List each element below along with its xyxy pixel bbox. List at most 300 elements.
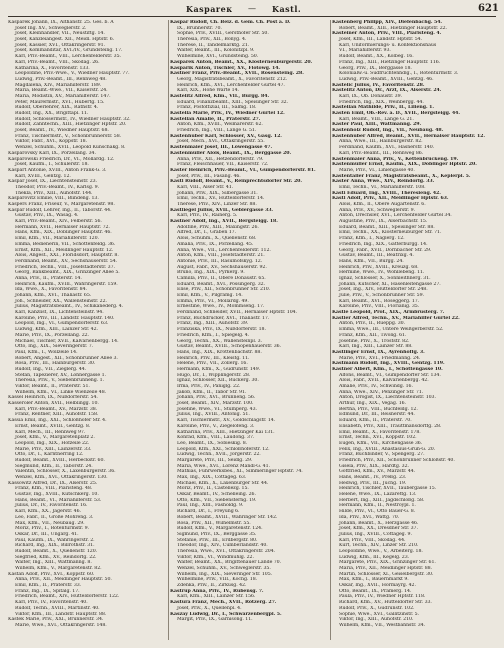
directory-entry: Edmund, Dr., III., Reisnerstr. 44. [339,412,415,418]
directory-entry: Kasten Emil, Ob.-Rev. a. D., XVII., Bergsteigg. 44. [332,111,460,116]
directory-entry: Katharina, Priv., XIII., Hietzinger Kai 131. [177,429,275,435]
directory-entry: Camilla, Priv., II., Obere Donaustr. 65. [177,275,266,281]
directory-entry: Hermann, Kfm., II., Nestroypl. 1. [339,503,416,509]
directory-entry: Karl, Priv.-Beamt., VIII., Skodag. 26. [15,59,100,65]
directory-entry: Siegfried, Kfm., XV., Reindorfg. 22. [15,554,97,560]
directory-entry: Alois, Schuhm., X., Quellenstr. 68. [177,236,257,242]
directory-entry: Josef, Kommanditär, XVI./IV., Grundsteing. 17. [15,48,123,54]
directory-entry: Josef, Kfm., XX., Dresdner Str. 37. [339,526,418,532]
directory-entry: Paul, Kfm., I., Wollzeile 14. [15,349,78,355]
directory-column-1 [8,20,168,642]
directory-entry: Anna, Wwe., VII., Lerchenfelderstr. 112. [177,247,271,253]
directory-entry: Amalia, Priv., IX., Porzellang. 45. [177,241,254,247]
directory-entry: Kastella Marie, Priv., IV., Wiedner Gürtel 12. [170,111,285,116]
directory-entry: Kastenhuber Karl, Schlosser, XV., Gasg. 12. [170,133,282,139]
directory-entry: Kastner Franz, Priv.-Beamt., XVII., Rosensteing. 28. [170,71,304,77]
directory-entry: Kastellan Amalie, II., Praterstr. 27. [170,116,261,122]
directory-entry: Friedrich, Ing., XIX., Gatterburgg. 14. [339,241,428,247]
directory-entry: Martin, Schlosser, XI., Geiselbergstr. 30. [339,571,434,577]
directory-entry: Hermann, Kfm., X., Gudrunstr. 149. [177,366,261,372]
directory-entry: Kastenhuber Alfred, Beamt., XVII., Hernalser Hauptstr. 12. [332,133,485,139]
directory-entry: Marie, Priv., XIII., Lainzerstr. 33. [15,446,92,452]
directory-entry: Rudolf, Oberlehrer, XIX., Rathstr. 4. [15,105,99,111]
page-header [0,4,504,16]
directory-entry: Hedwig, Priv., III., Juchg. 19. [339,480,407,486]
directory-entry: Karl, Beamt., XVI., Roseggerg. 17. [339,298,420,304]
directory-entry: Otto, Kfm., VII., Siebensterng. 19. [177,497,257,503]
directory-entry: Hilde, Priv., VI., Otto Bauer-G. 8. [339,509,416,515]
directory-entry: Kastenmüller Alois, Beamt., IX., Berggasse 20. [170,150,292,156]
directory-entry: IX., Brünnerstr. 70. [177,25,222,31]
directory-entry: Kaszay Ludwig, Dr., I., Schwarzenbergpl. 5. [170,611,282,617]
header-dash: — [248,4,256,13]
directory-entry: Gisela, Priv., XIX., Hardtg. 32. [339,463,409,469]
directory-entry: Johann, Priv., XIX., Silbergasse 31. [177,190,258,196]
directory-entry: Kassowitz Alfred, Dr., IX., Alserstr. 25. [8,480,98,486]
directory-entry: Mathias, Fuhrwerksbes., XI., Simmeringer Hptstr. 74. [177,469,303,475]
directory-entry: Kaspar Rudolf, Ch. Beiz. d. Gem. Ch. Post a. D. [170,20,291,25]
directory-entry: Ludwig, Priv.-Beamt., XVIII., Gentzg. 46. [339,76,434,82]
directory-entry: Josef, Mech., XVI., Ottakringerstr. 55. [177,139,265,145]
directory-entry: Kasparek Anton, Beamt., XX., Klosterneuburgerstr. 20. [170,59,313,65]
directory-entry: Sophie, Wwe., XVI., Gallitzinstr. 5. [339,611,420,617]
directory-entry: Rudolf, Schlossermstr., IV., Wiedner Hauptstr. 32. [15,116,131,122]
directory-entry: Kurt, Techn., XIV., Linzer Str. 210. [339,543,419,549]
directory-entry: Ferdinand, Kaufm., XVI., Hasnerstr. 140. [339,145,435,151]
directory-entry: Julius, Ing., XVIII., Cottageg. 9. [339,531,412,537]
directory-entry: Julie, Priv., V., Schönbrunner Str. 59. [339,293,424,298]
directory-entry: Josef Ing. XV., Schweglerstr. 2. [15,25,87,31]
directory-entry: Josefine, Priv., X., Troststr. 82. [339,338,410,344]
directory-entry: Kasti Eduard, Ing., XVIII., Theresieng. 42. [332,190,441,196]
directory-entry: Josef, Kfm., V., Margaretenplatz 2. [15,435,95,441]
directory-entry: Kasparik Anton, Tischler, XV., Flotowg. 14. [170,65,280,71]
directory-entry: Kastl Adolf, Priv., XII., Meidlinger Hptstr. 63. [332,196,449,202]
directory-entry: Emil, Kfm., II., Praterstr. 33. [15,583,82,589]
directory-entry: Max, Ing., XIX., Cottageg. 63. [177,475,247,480]
directory-entry: Heinrich, Kfm., XVI., Lerchenfelder Gürtel 47. [177,82,285,88]
directory-entry: Kasteiner Anton, Priv., VIII., Piaristeng. 4. [332,31,442,37]
directory-entry: Theresia, Priv., XII., Bonyg. 4. [177,37,247,43]
directory-entry: Gustav, Ing., XVIII., Kutschkerg. 10. [15,492,99,498]
directory-entry: Antonie, Priv., III., Rasumofskyg. 12. [177,258,263,264]
directory-entry: Paula, Priv., IV., Wiedner Hptstr. 118. [339,594,426,600]
directory-entry: Karl, Priv., IV., Rainerg. 5. [177,213,238,219]
directory-column-3 [332,20,496,642]
directory-entry: Karl, Kfm., XIII., Lainzer Str. 156. [177,594,256,600]
directory-entry: Otto, Ing., XIX., Sieveringerstr. 7. [15,344,94,350]
directory-entry: Emil, Techn., XV., Hütteldorferstr. 14. [177,196,265,202]
directory-entry: Georg, Bankbeamt., XIX., Grinzinger Allee 5. [15,270,120,276]
directory-entry: Emma, Wwe., III., Untere Weißgerberstr. 52. [339,327,444,333]
directory-entry: Emil, Kfm., V., Pilgramg. 14. [177,293,243,298]
directory-entry: Franz, Postoffizial, III., Salmg. 18. [177,105,257,111]
directory-entry: Anton, Priv., II., Rueppg. 30. [339,321,405,327]
directory-entry: Amalie, Priv., IV., Schwindg. 16. [339,384,413,389]
directory-entry: Julius, Dr., IV., Favoritenstr. 16. [15,503,88,509]
directory-entry: Heinrich, Priv., III., Kleistg. 11. [177,355,250,361]
directory-entry: Franz, Buchbinder, V., Spengerg. 27. [339,452,425,458]
directory-entry: Wilhelm, Kfm., V., Margaretenstr. 82. [15,566,102,571]
directory-entry: Franz, Ing., XIII., Auhofstr. 39. [177,321,249,327]
directory-entry: Margarete, Priv., III., Seidlg. 29. [177,457,253,463]
directory-entry: Kastlinger Ernst, IX., Ayrenhoffg. 3. [332,349,425,355]
directory-entry: Joh., Schneider, XX., Wallensteinstr. 22. [15,298,107,304]
directory-entry: Paul, Kaufm., IX., Währingerstr. 2. [15,537,95,543]
directory-entry: Kaspar Rudolf, Lehrer, Ing., II., Taborstr. 44. [8,207,112,213]
directory-entry: Johann, Beamt., X., Herzgasse 46. [339,520,419,526]
directory-entry: Jakob, Kfm., II., Tabor Str. 91. [177,389,247,395]
directory-entry: Kastelitz Alfred, Kfm., VII., Burgg. 84. [170,93,270,99]
directory-entry: Josef, Priv., X., Quellenpl. 4. [177,605,242,611]
directory-entry: Zdenka, Priv., II., Zirkusg. 42. [177,583,247,589]
directory-entry: Kastenberg Philipp, XIV., Diefenbachg. 54. [332,20,442,25]
directory-entry: Alois, Fabr., XVII., Kalvarienbergg. 42. [339,378,429,384]
directory-entry: Emil, Kfm., VII., Mariahilferstr. 120. [15,236,99,242]
directory-entry: Max, Kfm., I., Bauernmarkt 9. [339,577,409,583]
directory-entry: Anton, Drogist, IX., Liechtensteinstr. 103. [339,395,436,401]
directory-entry: Emma, Bedienerin, VII., Schottenfeldg. 36. [15,241,116,247]
directory-entry: Kolonialw.-u. Südfrüchtenhdlg., I., Rotenturmstr. 3. [339,71,459,77]
directory-entry: Franz, Rentner, XIII., Auhofstr. 158. [15,412,99,418]
directory-entry: Franz, Kfm., VIII., Piaristeng. 48. [15,486,93,492]
directory-entry: Franz, Tischlermstr., V., Schönbrunnerstr. 58. [15,133,122,139]
directory-entry: Karl, Ing., XIII., Lainzer Str. 88. [339,344,413,350]
directory-entry: Oskar, Dr., III., Ungarg. 41. [15,531,79,537]
directory-entry: Wilhelmine, Priv., VIII., Kochg. 18. [177,577,258,583]
directory-entry: Therese, II., Tandelmarktg. 21. [177,42,250,48]
directory-entry: Josefine, Wwe., VI., Stumperg. 43. [177,406,257,412]
directory-entry: Eduard, Kfm., II., Praterstr. 70. [339,418,412,424]
directory-entry: Richard, Dr., I., Freyung 6. [177,509,240,515]
directory-entry: Kastelic Julius, IV., Favoritenstr. 28. [332,82,425,88]
directory-entry: Anna, Wwe., XIV., Penzinger Str. 71. [339,389,424,395]
directory-entry: Friedrich, Ing., VIII., Lange G. 51. [177,128,257,134]
directory-entry: Maria, Wwe., XVI., Lorenz Mandl-G. 41. [177,463,270,469]
directory-entry: Julius, Magistratsbeamt., IV., Schikanederg. 4. [15,304,124,310]
directory-entry: Paul, Ing., XIII., Fasholdg. 9. [177,503,244,509]
directory-entry: Anna, Priv., II., Praterstr. 14. [15,275,82,281]
directory-entry: Karl, IX., Ob. Donaustr. 39. [339,93,402,99]
directory-entry: Sophie, Priv., XVIII., Gersthofer Str. 50. [177,31,269,37]
directory-entry: Emma, Priv., VI., Mollardg. 49. [177,298,249,304]
directory-entry: Valentin, Schlosser, X., Laxenburgerstr. 36. [15,469,116,475]
directory-entry: Otto, Beamt., IX., Pramerg. 14. [339,588,412,594]
column-divider [168,20,169,640]
directory-entry: Leopoldine, Priv.-Wwe., V., Wiedner Hauptstr. 77. [15,71,130,77]
directory-entry: Alois, Kfm., II., Obere Augartenstr. 6. [339,202,426,207]
directory-entry: Karl, Priv.-Beamt., VIII., Lerchenfelderstr. 35. [15,54,121,60]
header-rule [8,16,496,17]
directory-entry: Emil, Techn., XX., Klosterneuburger Str. 71. [339,230,442,236]
directory-entry: Karl, Kanzlist, IX., Lichtensteinstr. 94. [15,310,104,316]
directory-entry: Robert, Beamt., XVIII., Währinger Str. 142. [177,514,278,520]
directory-entry: Josef, Kleinhändler, VII., Neustiftg. 14. [15,31,105,37]
directory-entry: Elise, Priv., XII., Schönbrunner Str. 210. [177,287,271,293]
directory-entry: Moriz, Priv., I., Rotenturmstr. 9. [15,526,89,532]
directory-entry: Eugen, Kfm., VII., Kirchengasse 36. [339,440,423,446]
directory-entry: Josef, Kassier, XVI., Ottakringerstr. 91. [15,42,105,48]
directory-entry: Kastek Marie, Priv., XXI., Brünnerstr. 34. [8,617,104,623]
directory-entry: Robert, Angest., XII., Schönbrunner Allee 3. [15,355,118,361]
directory-entry: Franz, Kfm., I., Naglerg. 12. [339,236,405,242]
directory-entry: Konrad, Kfm., VIII., Laudong. 37. [177,435,255,441]
directory-entry: Kastliegel Julius, XVII., Geblergasse 33. [170,207,273,213]
directory-entry: Georg, Priv., IX., Berggasse 18. [339,65,412,71]
directory-entry: Margit, Priv., IX., Garnisong. 11. [177,617,253,623]
directory-entry: Kaspart Antonie, XVIII., Anton Frank-G. 3. [8,167,107,173]
directory-entry: Leopold, Ing., XIX., Hofzeile 22. [15,440,90,446]
directory-entry: Ferdinand, Schneider, XVII., Hernalser Hptstr. 104. [177,310,298,316]
directory-entry: Karl, XVIII., Gentzg. 12. [15,173,71,179]
column-divider [330,20,331,640]
directory-entry: Kasparek Johann, IX., Althanstr. 25. Ges. b. A [8,20,114,25]
directory-entry: Theresia, Priv., V., Siebenbrunneng. 1. [15,378,104,384]
directory-entry: Katharina, X., Favoritenstr. 133. [15,65,90,71]
directory-entry: Felix, Ing., XVIII., Anastasius-Grün-G. 20. [339,446,436,452]
directory-entry: Michael, Tischler, XVII., Kalvarienbergg. 14. [15,338,119,344]
directory-entry: Kastenmüller Ernst, Kaufm., XIX., Döblinger Hptstr. 20. [332,162,477,168]
directory-entry: Kaster Anna, Wwe., XIV., Reindorfg. 33. [332,179,435,185]
directory-entry: Otto, Dr., I., Kärntnerring 12. [15,452,84,458]
directory-entry: Rudolf, Techn., XVIII., Martinstr. 40. [15,605,100,611]
directory-entry: Friedrich, Priv., XII., Schönbrunner Schloßstr. 40. [339,457,455,463]
directory-entry: Kastlé Leopold, Prof., XIX., Armbrusterg. 7. [332,310,445,316]
directory-entry: Kaspar Josef, IX., Liechtensteinstr. 23. [8,179,98,185]
directory-entry: Franz, Ing., IX., Spitalg. 17. [15,588,80,594]
directory-entry: Anna, Priv., XV., Schweglerstr. 9. [339,207,415,213]
directory-entry: Anton, Drechsler, XVI., Lerchenfelder Gürtel 34. [339,213,452,219]
directory-entry: Peter, Maurermstr., XVI., Hubertg. 15. [15,99,105,105]
directory-entry: Ludwig, Techn., XVII., Jörgerstr. 22. [177,452,261,458]
directory-entry: Theodor, Priv.-Beamt., IV., Karlsg. 9. [15,184,100,190]
directory-entry: Josef, Ing., XIV., Hütteldorfer Str. 248. [339,287,428,293]
directory-entry: Leo, Fabr., II., Große Mohreng. 3. [15,514,94,520]
directory-entry: VI., Mariahilferstr. 93. [339,48,391,54]
directory-entry: Johann, Kfm., XVI., Thaliastr. 65. [15,293,92,298]
directory-entry: Alois, Angest., XXI., Floridsdorf, Hauptstr. 8. [15,253,119,259]
directory-entry: Franz, Buchdrucker, XVI., Thaliastr. 17. [177,315,270,321]
directory-entry: Irma, Priv., IV., Paniglg. 22. [177,384,241,389]
directory-entry: Helene, Priv., VII., Zollerg. 16. [177,361,248,367]
directory-entry: Sigmund, Priv., IX., Berggasse 35. [177,531,257,537]
directory-entry: Kastl Rudolf, Beamt., V., Reinprechtsdorfer Str. 20. [170,179,302,185]
directory-entry: Josef, Beamt., IV., Wiedner Hauptstr. 68. [15,128,109,134]
directory-entry: Heinrich, Kaufm., XVIII., Währingerstr. 159. [15,281,118,287]
directory-entry: Walter, Beamt., III., Kolonitzpl. 9. [177,48,255,54]
directory-entry: Maria, Beamt.-Wwe., VII., Kaiserstr. 24. [15,88,108,94]
directory-entry: Hans, Beamt., IV., Preßg. 23. [339,475,407,480]
directory-entry: Josef, Priv., III., Fasang. 46. [177,173,241,179]
directory-entry: Karl, Beamt., VIII., Lange G. 21. [339,116,414,122]
directory-entry: Viktor, Fabr., XVI., Koppstr. 18. [15,139,88,145]
directory-entry: Leopold, Ing., VI., Gumpendorferstr. 63. [15,321,109,327]
directory-entry: Ludwig, Kfm., XIII., Lainzer Str. 42. [15,327,98,333]
directory-entry: Franz, Ing., XIII., Hietzinger Hauptstr. 116. [339,59,441,65]
directory-entry: Marie, Priv., VI., Liniengasse 40. [339,167,415,173]
directory-entry: Kasparowski Friedrich, Dr., VI., Mollardg. 12. [8,156,115,162]
directory-entry: Karl, Priv.-Beamt., III., Rennweg 86. [339,150,424,156]
directory-entry: Johann, Priv., XVI., Brunneng. 56. [177,395,256,401]
directory-entry: Ida, Priv., XVI., Wattg. 70. [339,514,400,520]
directory-entry: Anton, Kfm., XVIII., Weimarerstr. 62. [177,122,263,128]
directory-entry: Kastellan Mathilde, Priv., II., Lilieng. 1. [332,105,434,111]
directory-entry: Karoline, Priv., III., Landstr. Hauptstr. 140. [15,315,115,321]
directory-entry: Leo, Beamt., IX., Sobieskig. 8. [177,440,248,446]
directory-entry: Leopoldine, Wwe., V., Arbeiterg. 18. [339,548,423,554]
directory-entry: Marie, Priv., IX., Porzellang. 22. [15,332,90,338]
directory-entry: Hans, Kfm., XIX., Döblinger Hauptstr. 46. [15,230,112,236]
directory-entry: Kassel Heinrich, IX., Nußdorferstr. 54. [8,395,98,401]
directory-entry: Kastura Franz, Mech., XVII., Rötzerg. 27. [170,600,277,606]
directory-entry: Josef, Kfm., III., Landstr. Hptstr. 54. [339,37,422,43]
directory-entry: Kaspers Franz, Friseur, V., Margaretenstr. 98. [8,202,115,207]
directory-entry: Marie, Wwe., XVI., Ottakringerstr. 148. [15,622,107,628]
directory-entry: Gustav, Beamt., XVIII., Schopenhauerstr. 36. [177,344,282,350]
directory-entry: Karl, VIII., Alser Str. 41. [177,184,234,190]
directory-entry: Karl, Kfm., XX., Jägerstr. 46. [15,509,81,515]
directory-entry: Kassia Emil, Ing., XXI., Schloßhofer Str. 4. [8,418,107,424]
directory-entry: Friedrich, Techn., VIII., Josefstädterstr. 37. [15,264,115,270]
directory-entry: Siegmund, Kfm., II., Taborstr. 24. [15,463,93,469]
directory-entry: Karl, Mech., III., Rennweg 97. [15,429,86,435]
directory-entry: Kastler Alfred, Techn., XV., Mariahilfer Gürtel 22. [332,315,460,321]
directory-entry: Karl, Priv., IV., Favoritenstr. 40. [15,600,88,606]
directory-entry: Rudolf, Beamt., XVIII., Herbeckstr. 60. [15,457,105,463]
directory-entry: Eduard, Beamt., XIII., Speisinger Str. 88. [339,224,435,230]
directory-entry: Wenzel, Schuhm., XV., Schweglerstr. 35. [177,566,271,571]
directory-entry: Friedrich, Beamt., XIV., Hütteldorferstr. 122. [15,594,120,600]
directory-entry: Heinrich, Tischler, XVII., Taubergasse 15. [339,486,437,492]
directory-entry: Wilhelmine, XVI., Grundsteing. 50. [177,54,259,60]
directory-entry: Maria, Priv., XII., Meidlinger Hptstr. 88. [339,566,432,571]
directory-entry: Georg, Techn., XX., Wallensteinpl. 3. [177,338,263,344]
directory-entry: Ludwig, Kfm., III., Kegelg. 23. [339,554,410,560]
directory-entry: Anna, Wwe., III., Hainburgerstr. 82. [339,139,423,145]
directory-entry: Kasparovsky Karl, IX., Porzellang. 34. [8,150,96,156]
directory-entry: Georg, Magistratsbeamt., X., Favoritenstr. 212. [177,76,288,82]
directory-entry: Rudolf, Beamt., X., Quellenstr. 120. [15,548,98,554]
directory-entry: Marie, Priv., XVI., Friedmanng. 24. [339,355,421,361]
directory-entry: Kaster Heinrich, Priv.-Beamt., VI., Gumpendorferstr. 81. [170,167,316,173]
directory-entry: Josef, Kaufm., I., Schulerstr. 18. [15,162,89,168]
directory-entry: Arthur, Ing., XIX., Vegag. 16. [339,401,407,407]
directory-entry: Ernst, Beamt., XVIII., Gentzg. 8. [15,423,91,429]
directory-entry: Eduard, Beamt., XVI., Possingerg. 32. [177,281,266,287]
directory-entry: Hermine, Wwe., IV., Wohllebeng. 11. [339,270,425,276]
directory-entry: Kastan Adolf, Priv., XVI., Koppstr. 60. [8,571,95,577]
directory-entry: Kastner Adolf, Ing., XVII., Bergsteigg. 18. [170,219,278,225]
directory-entry: Rosa, Priv., III., Hainburgerstr. 30. [15,361,96,367]
directory-entry: Karl, Priv.-Beamt., XV., Märzstr. 38. [15,406,98,412]
directory-entry: Ignaz, Schlosser, X., Sonnleithnerg. 31. [339,275,431,281]
directory-entry: Gottfried, Kfm., XV., Märzstr. 44. [339,469,416,475]
directory-entry: Richard, Ing., XIX., Billrothstr. 31. [15,543,95,549]
directory-column-2 [170,20,330,642]
directory-entry: Moriz, Priv., II., Castellezg. 15. [177,486,249,492]
directory-entry: Richard, Kfm., XV., Hütteldorfer Str. 33. [339,600,432,606]
directory-entry: Friedrich, Ing., XIX., Weinbergg. 44. [339,99,424,105]
directory-entry: Karoline, Priv., V., Ziegelofeng. 3. [177,423,255,429]
header-right-keyword: Kastl. [272,4,302,14]
directory-entry: Herbert, Ing., XIII., Jagdschloßg. 58. [339,497,425,503]
directory-entry: Ernst, Kfm., XII., Meidlinger Hauptstr. 12. [15,247,114,253]
directory-entry: Theresia, Wwe., XVI., Ottakringerstr. 204. [177,548,276,554]
directory-entry: Max, Kfm., VII., Neubaug. 29. [15,520,85,526]
directory-entry: Gustav, Beamt., III., Beatrixg. 4. [339,253,414,259]
directory-entry: Heinrich, Priv., XVIII., Kreuzg. 68. [339,264,419,270]
directory-entry: Ludwig, Priv.-Beamt., III., Rennweg 48. [15,76,107,82]
directory-entry: Eduard, Finanzbeamt., XIII., Speisinger Str. 32. [177,99,289,105]
directory-entry: Bruno, Ing., XIX., Pyrkerg. 9. [177,270,245,276]
directory-entry: Ernst, Techn., XVI., Koppstr. 102. [339,435,417,441]
directory-entry: Kastmann Rudolf, Ing., XVIII., Gentzg. 119. [332,361,445,367]
directory-entry: Ernestine, Wwe., IV., Mommseng. 17. [177,304,265,310]
directory-entry: Elisabeth, Priv., XIII., Trauttmansdorffg. 28. [339,423,442,429]
directory-entry: Kastenmaier Anna, Priv., V., Kettenbrückeng. 19. [332,156,459,162]
directory-entry: Walter, Ing., XIII., Wattmanng. 8. [15,560,92,566]
directory-entry: Thekla, Priv., XIII., Auhofstr. 144. [15,190,93,196]
directory-entry: Ida, Wwe., X., Favoritenstr. 84. [15,287,87,293]
directory-entry: Wilhelm, Kfm., VII., Westbahnstr. 34. [339,622,426,628]
directory-entry: Walter, Beamt., XX., Brigittenauer Lände 70. [177,560,282,566]
directory-entry: Oskar, Ing., XVII., Hormayrg. 42. [339,583,416,589]
directory-entry: Rudolf, Kfm., V., Margaretenstr. 124. [177,526,263,532]
header-left-keyword: Kaspareк [186,4,233,14]
directory-entry: Magdalena, XIV., Mariahilferstr. 189. [15,82,102,88]
directory-entry: Josef, Beamt., XIV., Märzstr. 100. [177,401,254,407]
directory-entry: Rudolf, Ing., VII., Zieglerg. 44. [15,366,87,372]
directory-entry: Johann, Kutscher, XI., Hasenleitengasse 27. [339,281,441,287]
directory-entry: Viktor, Kfm., VI., Windmühlg. 22. [177,554,254,560]
directory-entry: Kastenholz Rudolf, Ing., VII., Neubaug. 48. [332,128,444,134]
directory-entry: Kasseroler Anton, XVII., Helblingg. 10. [8,401,99,407]
directory-entry: Bertha, Priv., VIII., Buchfeldg. 12. [339,406,418,412]
directory-entry: Karl, Uniformierungs- u. Konfektionshaus [339,42,437,48]
directory-entry: Karl, Tischlermstr., XV., Goldschlagstr. 14. [177,418,276,424]
directory-entry: Franziska, Priv., IX., Nußdorferstr. 18. [177,327,266,333]
directory-entry: Alfons, Beamt., VI., Gumpendorfer Str. 134. [339,372,441,378]
directory-entry: Michael, Kfm., X., Laxenburger Str. 44. [177,480,269,486]
directory-entry: Adolfine, Priv., XIII., Maxingstr. 26. [177,224,259,230]
directory-entry: Alfred, Dr., I., Graben 17. [177,230,237,236]
directory-entry: Hans, Kfm., VII., Burgg. 24. [339,258,404,264]
directory-entry: Kastelitz Anton, Dr., Arzt, IX., Alserstr. 24. [332,88,442,94]
directory-entry: Ferdinand, Beamt., XV., Sechshauserstr. 54. [15,258,118,264]
directory-entry: Rudolf, Zahntechn., XIII., Hietzinger Hptstr. 20. [15,122,127,128]
directory-entry: Friedrich, Kfm., I., Spiegelg. 4. [177,332,250,338]
directory-entry: Josef, Kanzleiangest. XII., Meidl. Hptstr. 6. [15,37,115,43]
directory-entry: Therese, Priv., XIV., Linzer Str. 88. [177,202,257,207]
directory-entry: Hans, Ing., XIX., Krottenbachstr. 88. [177,349,262,355]
directory-entry: Rudolf, Priv., X., Gudrunstr. 102. [339,605,415,611]
directory-entry: Ignaz, Schlosser, XII., Ruckerg. 30. [177,378,259,384]
directory-entry: Viktor, Kfm., III., Landstr. Hauptstr. 88. [15,611,107,617]
directory-entry: Hans, Beamt., VI., Mariahilferstr. 53. [15,497,102,503]
directory-entry: Kastrup Anna, Priv., IV., Rubensg. 7. [170,588,264,594]
directory-entry: Rudolf, Beamt., XX., Kolbeg. 16. [339,54,414,60]
page-number: 621 [478,3,499,14]
directory-entry: August, Fabr., XV., Sechshauserstr. 92. [177,264,267,270]
directory-entry: Wenzel, Schuhm., XVII., Leopold Kunschakg. 8. [15,145,126,151]
directory-entry: Kastentaller Franz, Magistratsbeamt., X., Keplerpl. 5. [332,173,471,179]
directory-entry: Emil, Techn., VI., Mariahilferstr. 108. [339,184,426,190]
directory-entry: Margarete, Priv., XIX., Grinzinger Str. 61. [339,560,436,566]
directory-entry: Oskar, Beamt., IV., Schelleing. 26. [177,492,256,498]
directory-entry: Robert, Beamt., XIII., Hietzinger Hauptstr. 22. [339,25,448,31]
directory-entry: Anton, Kfm., VIII., Josefstädterstr. 21. [177,253,265,259]
directory-entry: Leopold, Kfm., XXI., Schloßhoferstr. 12. [177,446,270,452]
